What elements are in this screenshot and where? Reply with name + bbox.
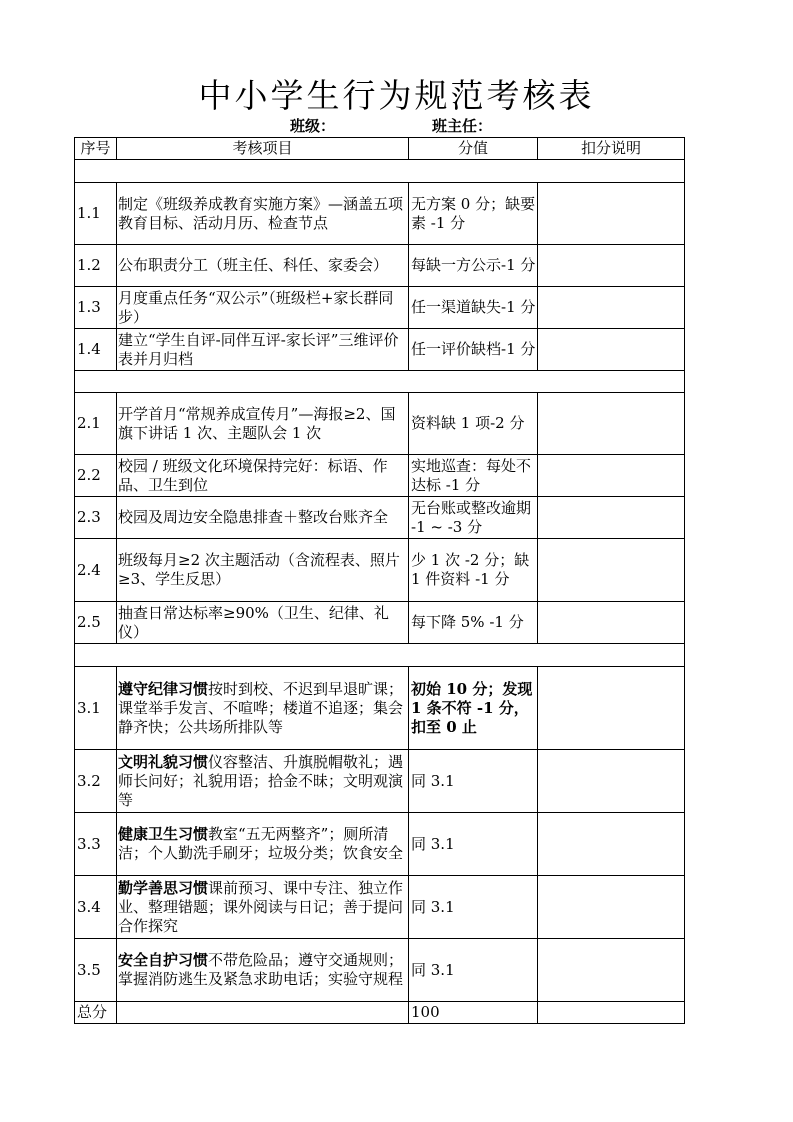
header-score: 分值	[409, 138, 538, 160]
table-row	[75, 602, 685, 644]
row-no: 2.5	[75, 602, 117, 644]
row-item: 公布职责分工（班主任、科任、家委会）	[117, 245, 409, 287]
row-item: 制定《班级养成教育实施方案》—涵盖五项教育目标、活动月历、检查节点	[117, 183, 409, 245]
habit-detail: 教室“五无两整齐”；厕所清洁；个人勤洗手刷牙；垃圾分类；饮食安全	[118, 825, 404, 862]
row-score: 同 3.1	[409, 876, 538, 939]
habit-detail: 课前预习、课中专注、独立作业、整理错题；课外阅读与日记；善于提问合作探究	[118, 878, 404, 935]
row-deduction[interactable]	[538, 183, 685, 245]
habit-title: 健康卫生习惯	[118, 825, 209, 843]
row-score: 初始 10 分；发现 1 条不符 -1 分，扣至 0 止	[409, 667, 538, 750]
row-item	[117, 876, 409, 939]
row-item	[117, 667, 409, 750]
section-gap-3	[75, 644, 685, 667]
row-no: 1.2	[75, 245, 117, 287]
row-deduction[interactable]	[538, 539, 685, 602]
table-row	[75, 750, 685, 813]
row-score: 任一渠道缺失-1 分	[409, 287, 538, 329]
habit-detail: 按时到校、不迟到早退旷课；课堂举手发言、不喧哗；楼道不追逐；集会静齐快；公共场所排队等	[118, 679, 404, 736]
row-score: 每下降 5% -1 分	[409, 602, 538, 644]
table-row	[75, 539, 685, 602]
row-no: 3.2	[75, 750, 117, 813]
row-deduction[interactable]	[538, 393, 685, 455]
row-deduction[interactable]	[538, 667, 685, 750]
total-deduction[interactable]	[538, 1002, 685, 1024]
class-label: 班级：	[290, 117, 336, 135]
row-deduction[interactable]	[538, 329, 685, 371]
row-deduction[interactable]	[538, 602, 685, 644]
table-row	[75, 287, 685, 329]
total-row	[75, 1002, 685, 1024]
row-deduction[interactable]	[538, 245, 685, 287]
table-row	[75, 245, 685, 287]
row-score: 同 3.1	[409, 939, 538, 1002]
row-deduction[interactable]	[538, 287, 685, 329]
row-item: 建立“学生自评-同伴互评-家长评”三维评价表并月归档	[117, 329, 409, 371]
habit-detail: 不带危险品；遵守交通规则；掌握消防逃生及紧急求助电话；实验守规程	[118, 951, 404, 988]
table-row	[75, 455, 685, 497]
row-no: 3.5	[75, 939, 117, 1002]
table-row	[75, 667, 685, 750]
row-item	[117, 750, 409, 813]
row-deduction[interactable]	[538, 813, 685, 876]
row-deduction[interactable]	[538, 750, 685, 813]
total-item	[117, 1002, 409, 1024]
habit-title: 勤学善思习惯	[118, 878, 209, 897]
row-no: 2.3	[75, 497, 117, 539]
row-no: 3.3	[75, 813, 117, 876]
row-deduction[interactable]	[538, 939, 685, 1002]
row-item: 班级每月≥2 次主题活动（含流程表、照片≥3、学生反思）	[117, 539, 409, 602]
habit-title: 安全自护习惯	[118, 951, 209, 969]
table-row	[75, 497, 685, 539]
row-no: 1.3	[75, 287, 117, 329]
habit-title: 遵守纪律习惯	[118, 679, 209, 698]
header-deduction: 扣分说明	[538, 138, 685, 160]
row-deduction[interactable]	[538, 455, 685, 497]
row-score: 资料缺 1 项-2 分	[409, 393, 538, 455]
habit-detail: 仪容整洁、升旗脱帽敬礼；遇师长问好；礼貌用语；拾金不昧；文明观演等	[118, 752, 404, 809]
table-row	[75, 329, 685, 371]
habit-title: 文明礼貌习惯	[118, 752, 209, 771]
row-item: 校园 / 班级文化环境保持完好：标语、作品、卫生到位	[117, 455, 409, 497]
row-no: 3.1	[75, 667, 117, 750]
row-item	[117, 813, 409, 876]
section-gap-1	[75, 160, 685, 183]
header-item: 考核项目	[117, 138, 409, 160]
assessment-table	[74, 137, 685, 1024]
row-no: 3.4	[75, 876, 117, 939]
row-score: 同 3.1	[409, 813, 538, 876]
row-item: 抽查日常达标率≥90%（卫生、纪律、礼仪）	[117, 602, 409, 644]
row-score: 任一评价缺档-1 分	[409, 329, 538, 371]
row-item: 月度重点任务“双公示”（班级栏+家长群同步）	[117, 287, 409, 329]
row-item	[117, 939, 409, 1002]
header-no: 序号	[75, 138, 117, 160]
row-deduction[interactable]	[538, 876, 685, 939]
row-item: 校园及周边安全隐患排查＋整改台账齐全	[117, 497, 409, 539]
total-score: 100	[409, 1002, 538, 1024]
table-row	[75, 183, 685, 245]
page-title: 中小学生行为规范考核表	[198, 76, 595, 115]
row-deduction[interactable]	[538, 497, 685, 539]
row-score: 无台账或整改逾期 -1 ~ -3 分	[409, 497, 538, 539]
row-score: 少 1 次 -2 分；缺 1 件资料 -1 分	[409, 539, 538, 602]
total-label: 总分	[75, 1002, 117, 1024]
row-no: 2.1	[75, 393, 117, 455]
row-item: 开学首月“常规养成宣传月”—海报≥2、国旗下讲话 1 次、主题队会 1 次	[117, 393, 409, 455]
teacher-label: 班主任：	[432, 117, 493, 135]
row-score: 同 3.1	[409, 750, 538, 813]
row-no: 2.2	[75, 455, 117, 497]
table-row	[75, 393, 685, 455]
row-no: 1.1	[75, 183, 117, 245]
table-row	[75, 876, 685, 939]
row-score: 无方案 0 分；缺要素 -1 分	[409, 183, 538, 245]
row-no: 1.4	[75, 329, 117, 371]
row-score: 每缺一方公示-1 分	[409, 245, 538, 287]
row-score: 实地巡查：每处不达标 -1 分	[409, 455, 538, 497]
header-row	[75, 138, 685, 160]
row-no: 2.4	[75, 539, 117, 602]
table-row	[75, 939, 685, 1002]
section-gap-2	[75, 371, 685, 393]
table-row	[75, 813, 685, 876]
